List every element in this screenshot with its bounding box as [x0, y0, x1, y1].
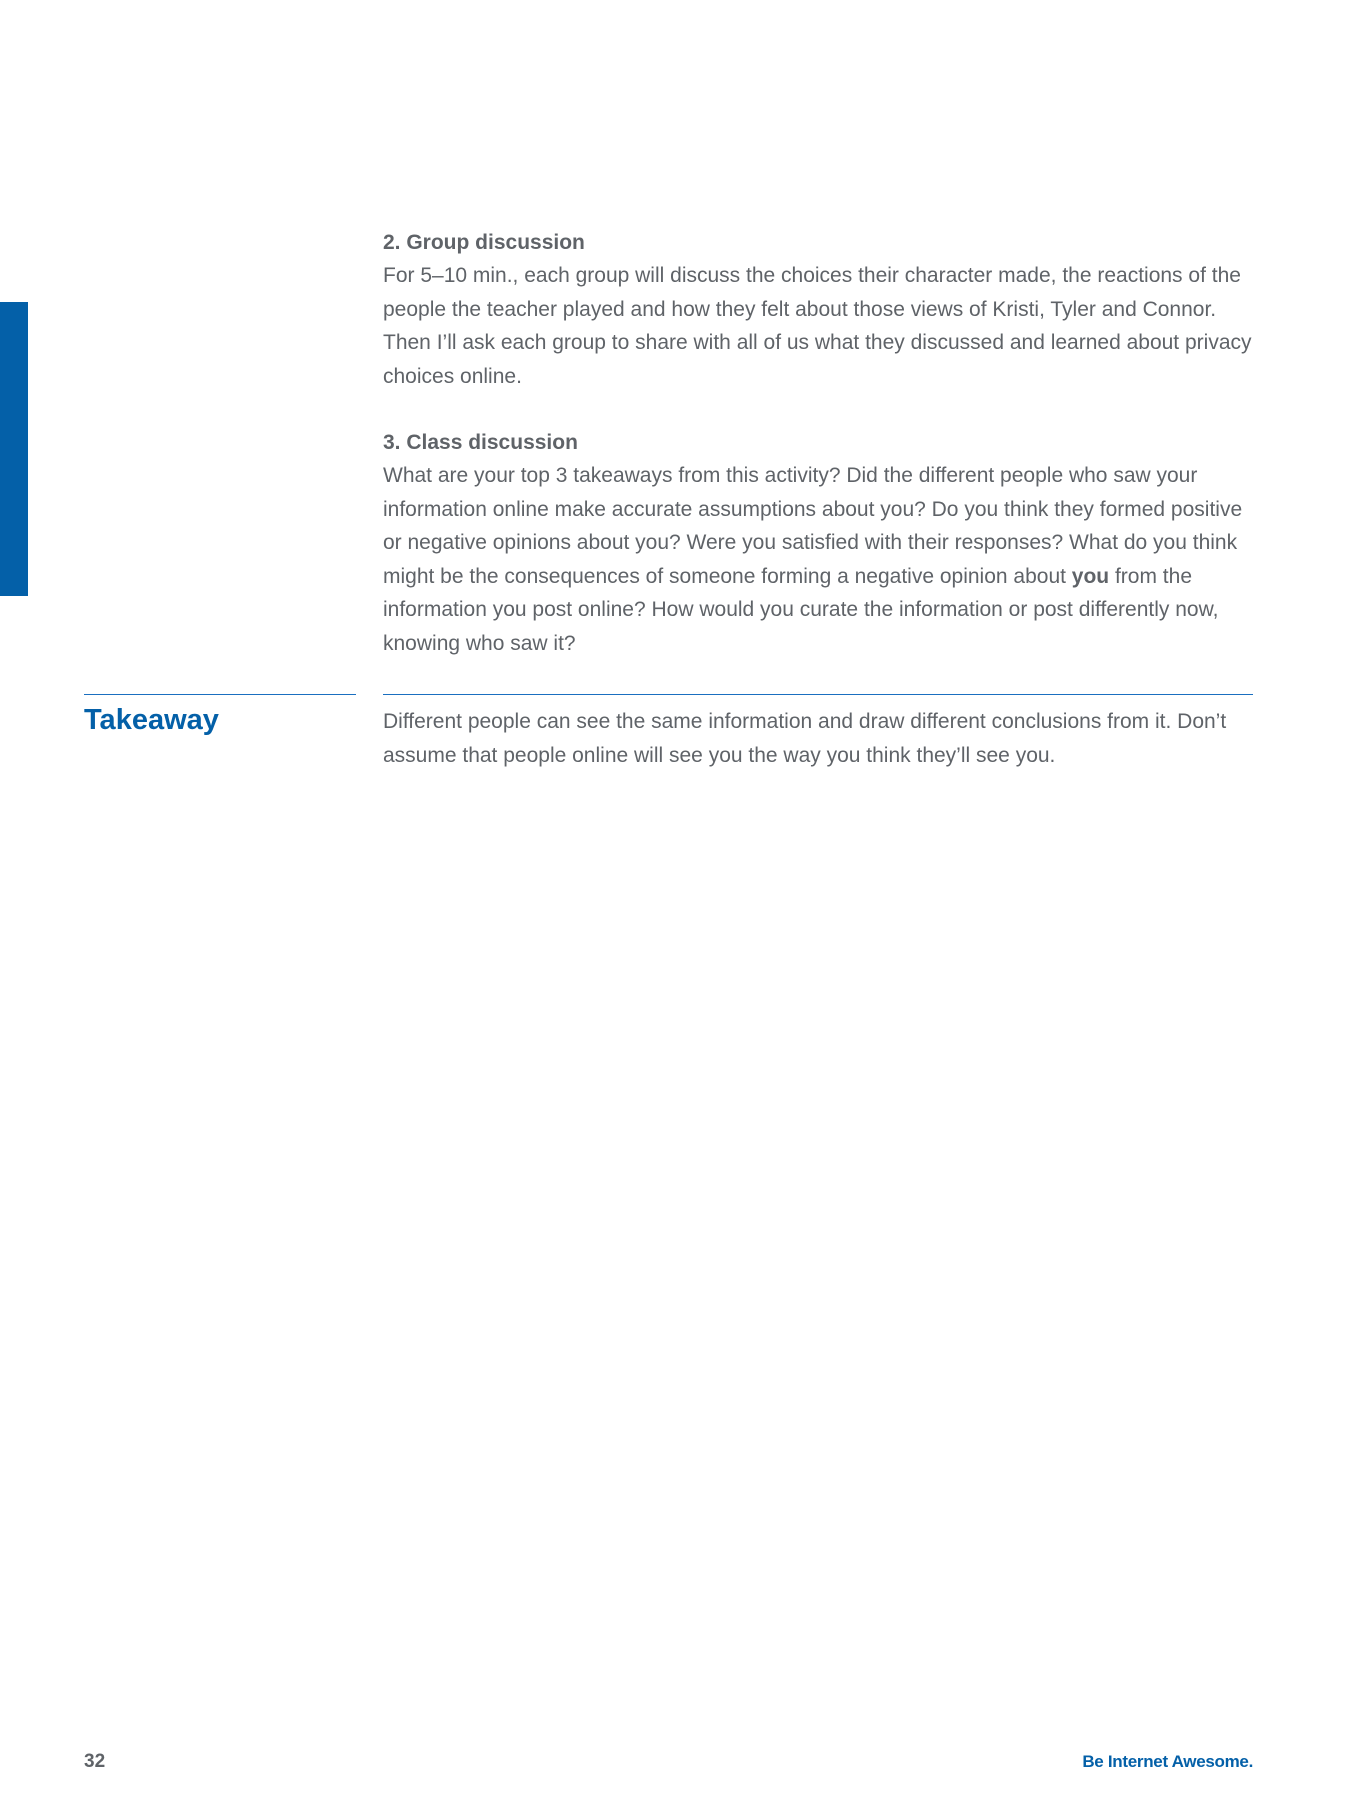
section-body: [383, 459, 1253, 660]
brand-text: Be Internet Awesome.: [1082, 1752, 1253, 1771]
section-class-discussion: [383, 426, 1253, 660]
takeaway-divider-right: [383, 694, 1253, 695]
takeaway-heading: Takeaway: [84, 704, 219, 736]
brand-logo: [1082, 1751, 1253, 1773]
section-body: For 5–10 min., each group will discuss the choices their character made, the reactions of the people the teacher played and how they felt about those views of Kristi, Tyler and Connor. Then I’ll ask each group to share with all of us what they discussed and learned about privacy choices online.: [383, 264, 1252, 388]
section-body-text: from the information you post online? How would you curate the information or post differently now, knowing who saw it?: [383, 564, 1219, 655]
emphasis-text: you: [1071, 564, 1110, 588]
main-content: [383, 226, 1253, 693]
side-accent-bar: [0, 302, 28, 596]
section-title: 3. Class discussion: [383, 431, 578, 454]
takeaway-divider-left: [84, 694, 356, 695]
section-body-text: What are your top 3 takeaways from this activity? Did the different people who saw your information online make accurate assumptions about you? Do you think they formed positive or negative opinions about you? Were you satisfied with their responses? What do you think might be the consequences of someone forming a negative opinion about: [383, 464, 1243, 588]
section-title: 2. Group discussion: [383, 231, 585, 254]
takeaway-text: Different people can see the same information and draw different conclusions from it. Don’t assume that people online will see you the way you think they’ll see you.: [383, 710, 1227, 767]
page-number: 32: [84, 1751, 106, 1772]
section-group-discussion: [383, 226, 1253, 393]
